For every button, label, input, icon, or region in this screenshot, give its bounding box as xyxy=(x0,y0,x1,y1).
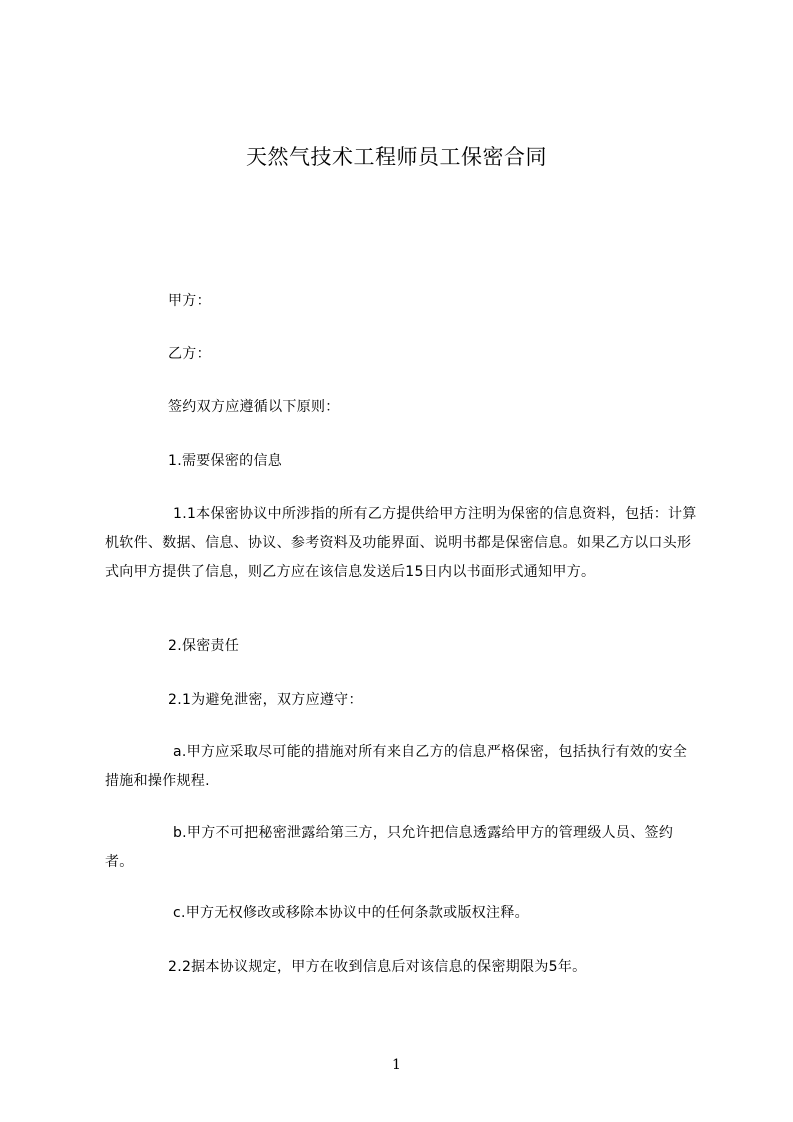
principles-intro: 签约双方应遵循以下原则： xyxy=(168,399,340,415)
section-1-1-paragraph: 1.1本保密协议中所涉指的所有乙方提供给甲方注明为保密的信息资料，包括：计算机软件、数据、信息、协议、参考资料及功能界面、说明书都是保密信息。如果乙方以口头形式向甲方提供了信息，则乙方应在该信息发送后15日内以书面形式通知甲方。 xyxy=(105,506,697,580)
document-title: 天然气技术工程师员工保密合同 xyxy=(246,145,547,169)
party-b-line: 乙方： xyxy=(168,346,211,362)
page-number: 1 xyxy=(392,1057,401,1073)
item-c-paragraph: c.甲方无权修改或移除本协议中的任何条款或版权注释。 xyxy=(173,905,529,921)
item-a-paragraph: a.甲方应采取尽可能的措施对所有来自乙方的信息严格保密，包括执行有效的安全措施和操作规程. xyxy=(105,744,688,789)
section-2-heading: 2.保密责任 xyxy=(168,638,240,654)
section-2-2-paragraph: 2.2据本协议规定，甲方在收到信息后对该信息的保密期限为5年。 xyxy=(168,959,587,975)
party-a-line: 甲方： xyxy=(168,293,211,309)
item-b-paragraph: b.甲方不可把秘密泄露给第三方，只允许把信息透露给甲方的管理级人员、签约者。 xyxy=(105,825,674,870)
section-2-1-paragraph: 2.1为避免泄密，双方应遵守： xyxy=(168,692,363,708)
section-1-heading: 1.需要保密的信息 xyxy=(168,453,283,469)
